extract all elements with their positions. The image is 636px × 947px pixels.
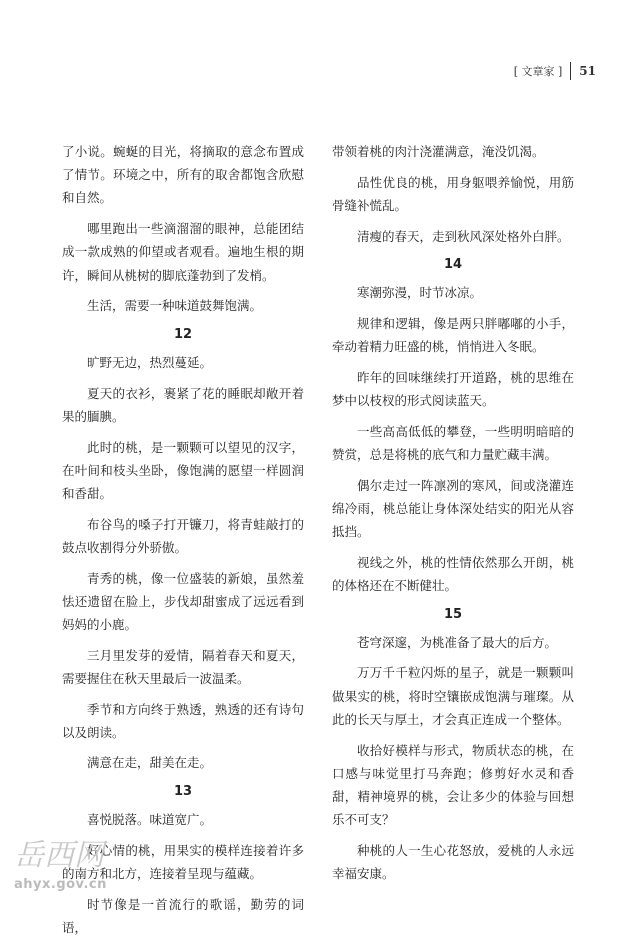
site-logo-icon: [10, 833, 130, 873]
paragraph: 三月里发芽的爱情，隔着春天和夏天，需要握住在秋天里最后一波温柔。: [62, 647, 304, 686]
paragraph: 种桃的人一生心花怒放，爱桃的人永远幸福安康。: [332, 842, 574, 882]
paragraph: 季节和方向终于熟透，熟透的还有诗句以及朗读。: [62, 701, 304, 740]
watermark: [10, 833, 145, 892]
watermark-url: ahyx.gov.cn: [14, 877, 107, 892]
paragraph: 好心情的桃，用果实的模样连接着许多的南方和北方，连接着呈现与蕴藏。: [62, 842, 304, 882]
paragraph: 一些高高低低的攀登，一些明明暗暗的赞赏，总是将桃的底气和力量贮藏丰满。: [332, 423, 574, 463]
paragraph: 此时的桃，是一颗颗可以望见的汉字，在叶间和枝头坐卧，像饱满的愿望一样圆润和香甜。: [62, 439, 304, 501]
paragraph: 规律和逻辑，像是两只胖嘟嘟的小手，牵动着精力旺盛的桃，悄悄进入冬眠。: [332, 316, 574, 355]
paragraph: 清瘦的春天，走到秋风深处格外白胖。: [357, 228, 570, 244]
page-header: [514, 62, 596, 80]
paragraph: 万万千千粒闪烁的星子，就是一颗颗叫做果实的桃，将时空镶嵌成饱满与璀璨。从此的长天与厚土，才会真正连成一个整体。: [332, 665, 574, 727]
paragraph: 带领着桃的肉汁浇灌满意，淹没饥渴。: [332, 144, 545, 159]
section-number: 13: [173, 784, 193, 800]
section-number: 12: [173, 326, 193, 342]
paragraph: 喜悦脱落。味道宽广。: [87, 812, 213, 828]
left-column: [62, 140, 304, 947]
paragraph: 苍穹深邃，为桃准备了最大的后方。: [357, 634, 558, 650]
paragraph: 寒潮弥漫，时节冰凉。: [357, 285, 483, 301]
paragraph: 时节像是一首流行的歌谣，勤劳的词语，: [62, 896, 304, 935]
paragraph: 布谷鸟的嗓子打开镰刀，将青蛙敲打的鼓点收割得分外骄傲。: [62, 516, 304, 555]
logo-text: 岳西网: [14, 838, 104, 873]
section-label: [ 文章家 ]: [513, 65, 563, 78]
paragraph: 生活，需要一种味道鼓舞饱满。: [87, 298, 263, 314]
section-number: 15: [443, 606, 463, 622]
paragraph: 满意在走，甜美在走。: [87, 755, 213, 771]
paragraph: 哪里跑出一些滴溜溜的眼神，总能团结成一款成熟的仰望或者观看。遍地生根的期许，瞬间从桃树的脚底蓬勃到了发梢。: [62, 221, 304, 283]
paragraph: 收拾好模样与形式，物质状态的桃，在口感与味觉里打马奔跑；修剪好水灵和香甜，精神境界的桃，会让多少的体验与回想乐不可支？: [332, 742, 574, 828]
paragraph: 夏天的衣衫，裹紧了花的睡眠却敞开着果的腼腆。: [62, 385, 304, 424]
paragraph: 旷野无边，热烈蔓延。: [87, 354, 213, 370]
section-number: 14: [443, 257, 463, 273]
paragraph: 昨年的回味继续打开道路，桃的思维在梦中以枝杈的形式阅读蓝天。: [332, 369, 574, 409]
paragraph: 偶尔走过一阵凛冽的寒风，间或浇灌连绵冷雨，桃总能让身体深处结实的阳光从容抵挡。: [332, 477, 574, 540]
paragraph: 了小说。蜿蜒的目光，将摘取的意念布置成了情节。环境之中，所有的取舍都饱含欣慰和自然。: [62, 144, 304, 206]
paragraph: 视线之外，桃的性情依然那么开朗，桃的体格还在不断健壮。: [332, 554, 574, 594]
paragraph: 品性优良的桃，用身躯喂养愉悦，用筋骨缝补慌乱。: [332, 174, 574, 213]
page-number: 51: [579, 64, 596, 78]
right-column: [332, 140, 574, 893]
paragraph: 青秀的桃，像一位盛装的新娘，虽然羞怯还遗留在脸上，步伐却甜蜜成了远远看到妈妈的小鹿。: [62, 570, 304, 632]
header-divider: [570, 62, 571, 80]
